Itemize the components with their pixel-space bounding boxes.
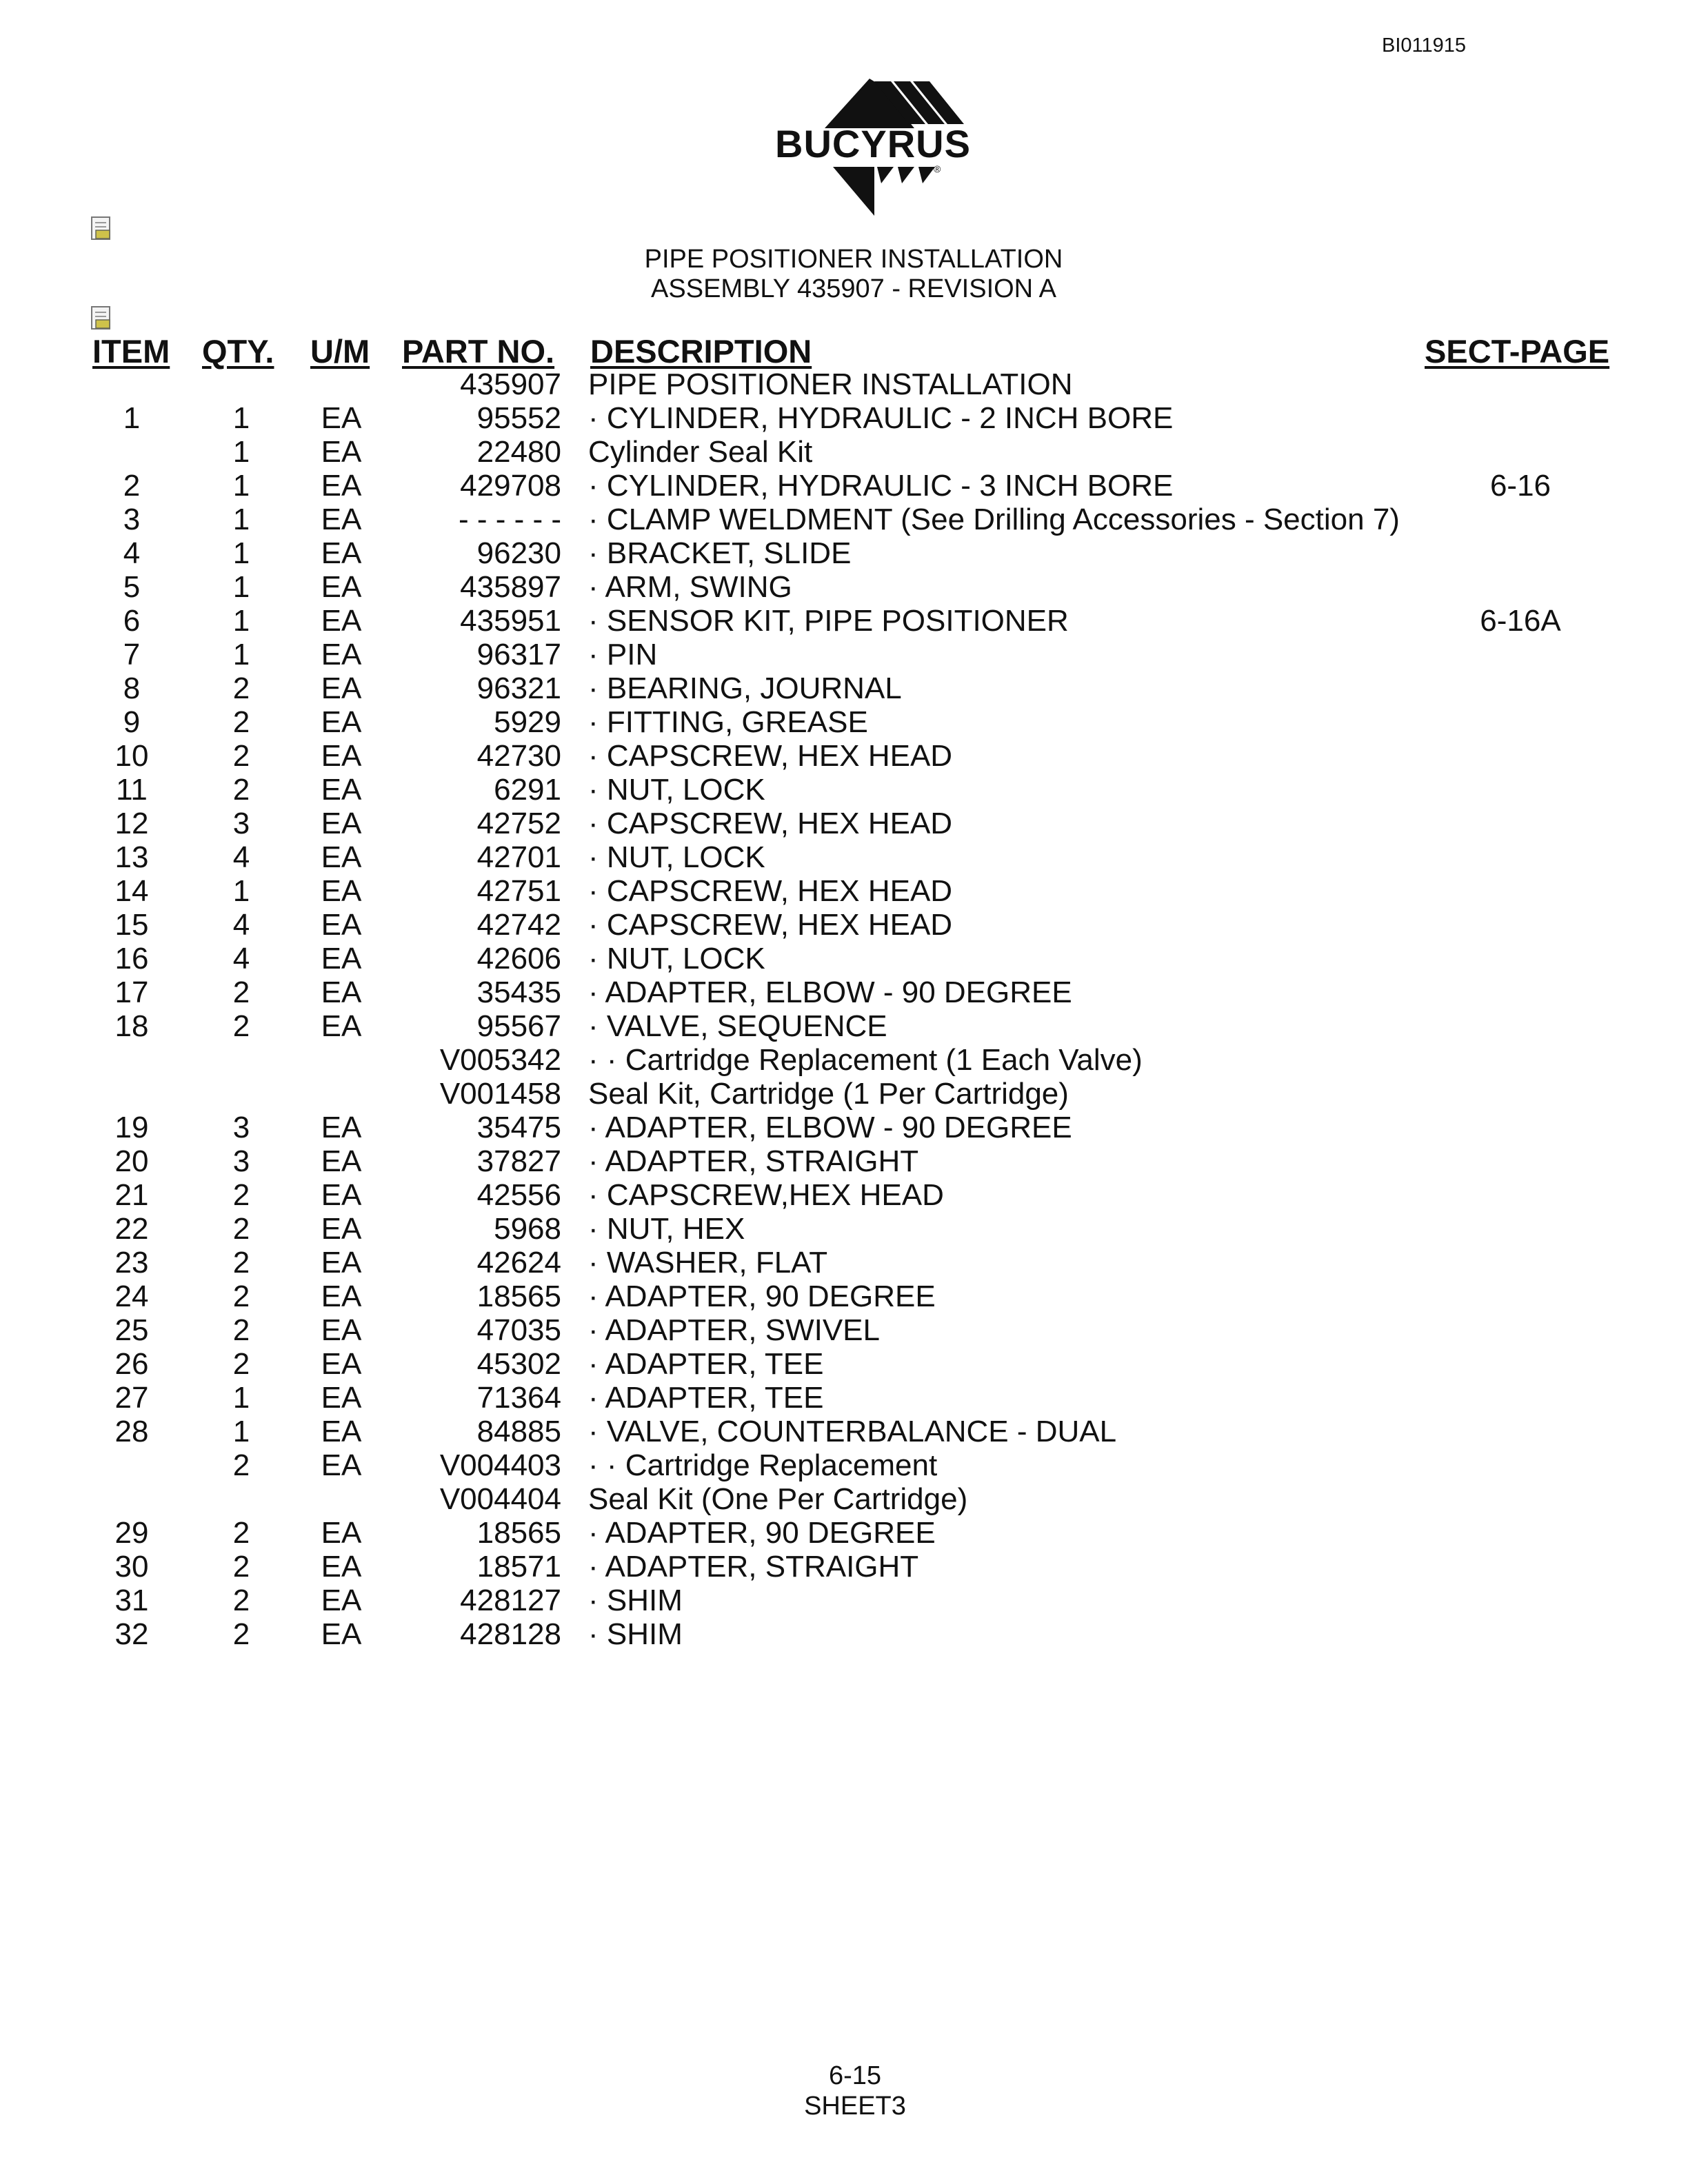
table-row (0, 503, 1688, 536)
part-number-cell: 71364 (476, 1381, 561, 1415)
um-cell: EA (321, 840, 362, 874)
table-row (0, 1516, 1688, 1550)
table-row (0, 1111, 1688, 1144)
header-um: U/M (310, 333, 370, 370)
part-number-cell: 42701 (476, 840, 561, 874)
header-sect-page: SECT-PAGE (1425, 333, 1610, 370)
description-cell: · SHIM (588, 1617, 683, 1651)
item-cell: 26 (114, 1347, 149, 1381)
um-cell: EA (321, 503, 362, 536)
item-cell: 27 (114, 1381, 149, 1415)
part-number-cell: 435951 (460, 604, 561, 638)
table-row (0, 1212, 1688, 1246)
item-cell: 24 (114, 1280, 149, 1313)
description-cell: · ADAPTER, 90 DEGREE (588, 1280, 936, 1313)
header-description: DESCRIPTION (590, 333, 812, 370)
description-cell: · BEARING, JOURNAL (588, 671, 902, 705)
table-row (0, 874, 1688, 908)
item-cell: 10 (114, 739, 149, 773)
table-row (0, 367, 1688, 401)
item-cell: 9 (123, 705, 141, 739)
item-cell: 8 (123, 671, 141, 705)
description-cell: · ADAPTER, 90 DEGREE (588, 1516, 936, 1550)
um-cell: EA (321, 1516, 362, 1550)
qty-cell: 3 (232, 1144, 250, 1178)
description-cell: · · Cartridge Replacement (1 Each Valve) (588, 1043, 1143, 1077)
table-row (0, 1482, 1688, 1516)
page-number: 6-15 (828, 2061, 882, 2090)
description-cell: · NUT, LOCK (588, 840, 765, 874)
table-row (0, 435, 1688, 469)
description-cell: · ADAPTER, STRAIGHT (588, 1550, 919, 1584)
qty-cell: 2 (232, 1009, 250, 1043)
part-number-cell: 35475 (476, 1111, 561, 1144)
description-cell: · CAPSCREW,HEX HEAD (588, 1178, 944, 1212)
description-cell: · NUT, LOCK (588, 773, 765, 807)
description-cell: PIPE POSITIONER INSTALLATION (588, 367, 1073, 401)
bucyrus-logo (756, 74, 990, 219)
qty-cell: 2 (232, 1448, 250, 1482)
table-row (0, 1178, 1688, 1212)
um-cell: EA (321, 1415, 362, 1448)
part-number-cell: 6291 (494, 773, 561, 807)
qty-cell: 2 (232, 1550, 250, 1584)
part-number-cell: 42752 (476, 807, 561, 840)
document-subtitle: ASSEMBLY 435907 - REVISION A (651, 274, 1056, 303)
description-cell: · SHIM (588, 1584, 683, 1617)
part-number-cell: V001458 (439, 1077, 561, 1111)
part-number-cell: V004403 (439, 1448, 561, 1482)
part-number-cell: 42606 (476, 942, 561, 975)
qty-cell: 2 (232, 671, 250, 705)
qty-cell: 2 (232, 1178, 250, 1212)
um-cell: EA (321, 739, 362, 773)
item-cell: 13 (114, 840, 149, 874)
item-cell: 3 (123, 503, 141, 536)
item-cell: 29 (114, 1516, 149, 1550)
note-icon[interactable] (90, 305, 116, 332)
um-cell: EA (321, 1212, 362, 1246)
um-cell: EA (321, 1178, 362, 1212)
item-cell: 20 (114, 1144, 149, 1178)
part-number-cell: 42742 (476, 908, 561, 942)
part-number-cell: 35435 (476, 975, 561, 1009)
table-row (0, 401, 1688, 435)
description-cell: · ADAPTER, TEE (588, 1347, 824, 1381)
part-number-cell: 5968 (494, 1212, 561, 1246)
table-row (0, 942, 1688, 975)
um-cell: EA (321, 469, 362, 503)
note-icon[interactable] (90, 215, 116, 243)
part-number-cell: 95552 (476, 401, 561, 435)
qty-cell: 1 (232, 1381, 250, 1415)
part-number-cell: 428128 (460, 1617, 561, 1651)
document-title: PIPE POSITIONER INSTALLATION (644, 245, 1063, 274)
table-row (0, 1415, 1688, 1448)
qty-cell: 4 (232, 840, 250, 874)
um-cell: EA (321, 604, 362, 638)
table-row (0, 1347, 1688, 1381)
um-cell: EA (321, 1111, 362, 1144)
table-row (0, 671, 1688, 705)
description-cell: · · Cartridge Replacement (588, 1448, 938, 1482)
um-cell: EA (321, 671, 362, 705)
description-cell: · NUT, HEX (588, 1212, 745, 1246)
qty-cell: 4 (232, 908, 250, 942)
item-cell: 12 (114, 807, 149, 840)
um-cell: EA (321, 908, 362, 942)
table-row (0, 1448, 1688, 1482)
item-cell: 5 (123, 570, 141, 604)
um-cell: EA (321, 1381, 362, 1415)
part-number-cell: 435907 (460, 367, 561, 401)
qty-cell: 2 (232, 1347, 250, 1381)
description-cell: · PIN (588, 638, 658, 671)
item-cell: 16 (114, 942, 149, 975)
part-number-cell: 95567 (476, 1009, 561, 1043)
part-number-cell: 18565 (476, 1516, 561, 1550)
description-cell: · NUT, LOCK (588, 942, 765, 975)
item-cell: 32 (114, 1617, 149, 1651)
table-row (0, 1617, 1688, 1651)
item-cell: 28 (114, 1415, 149, 1448)
table-row (0, 536, 1688, 570)
sect-page-cell: 6-16A (1480, 604, 1561, 638)
qty-cell: 1 (232, 874, 250, 908)
qty-cell: 1 (232, 570, 250, 604)
sheet-label: SHEET3 (804, 2092, 906, 2121)
item-cell: 22 (114, 1212, 149, 1246)
description-cell: · SENSOR KIT, PIPE POSITIONER (588, 604, 1069, 638)
um-cell: EA (321, 1280, 362, 1313)
table-row (0, 570, 1688, 604)
description-cell: · CYLINDER, HYDRAULIC - 2 INCH BORE (588, 401, 1174, 435)
part-number-cell: 429708 (460, 469, 561, 503)
qty-cell: 2 (232, 705, 250, 739)
part-number-cell: 5929 (494, 705, 561, 739)
table-row (0, 1144, 1688, 1178)
description-cell: · CAPSCREW, HEX HEAD (588, 874, 953, 908)
part-number-cell: 42730 (476, 739, 561, 773)
qty-cell: 3 (232, 1111, 250, 1144)
part-number-cell: V005342 (439, 1043, 561, 1077)
qty-cell: 2 (232, 1516, 250, 1550)
item-cell: 17 (114, 975, 149, 1009)
part-number-cell: 428127 (460, 1584, 561, 1617)
part-number-cell: 42556 (476, 1178, 561, 1212)
table-row (0, 739, 1688, 773)
um-cell: EA (321, 1313, 362, 1347)
description-cell: · CAPSCREW, HEX HEAD (588, 908, 953, 942)
um-cell: EA (321, 435, 362, 469)
description-cell: · ARM, SWING (588, 570, 792, 604)
table-row (0, 1246, 1688, 1280)
item-cell: 21 (114, 1178, 149, 1212)
item-cell: 7 (123, 638, 141, 671)
part-number-cell: 84885 (476, 1415, 561, 1448)
qty-cell: 2 (232, 1280, 250, 1313)
parts-table (0, 367, 1688, 1651)
part-number-cell: - - - - - - (458, 503, 561, 536)
description-cell: · FITTING, GREASE (588, 705, 868, 739)
qty-cell: 2 (232, 739, 250, 773)
table-row (0, 840, 1688, 874)
item-cell: 31 (114, 1584, 149, 1617)
qty-cell: 1 (232, 1415, 250, 1448)
table-row (0, 469, 1688, 503)
table-row (0, 773, 1688, 807)
part-number-cell: V004404 (439, 1482, 561, 1516)
item-cell: 4 (123, 536, 141, 570)
qty-cell: 1 (232, 503, 250, 536)
description-cell: Seal Kit, Cartridge (1 Per Cartridge) (588, 1077, 1069, 1111)
qty-cell: 2 (232, 1246, 250, 1280)
um-cell: EA (321, 1144, 362, 1178)
um-cell: EA (321, 1617, 362, 1651)
um-cell: EA (321, 705, 362, 739)
part-number-cell: 42624 (476, 1246, 561, 1280)
description-cell: · CLAMP WELDMENT (See Drilling Accessories - Section 7) (588, 503, 1400, 536)
description-cell: · WASHER, FLAT (588, 1246, 828, 1280)
description-cell: · CAPSCREW, HEX HEAD (588, 807, 953, 840)
um-cell: EA (321, 773, 362, 807)
logo-text: BUCYRUS (775, 122, 971, 165)
qty-cell: 1 (232, 435, 250, 469)
qty-cell: 1 (232, 638, 250, 671)
table-row (0, 1550, 1688, 1584)
table-row (0, 604, 1688, 638)
part-number-cell: 18571 (476, 1550, 561, 1584)
description-cell: · BRACKET, SLIDE (588, 536, 852, 570)
um-cell: EA (321, 570, 362, 604)
part-number-cell: 96317 (476, 638, 561, 671)
item-cell: 25 (114, 1313, 149, 1347)
table-row (0, 705, 1688, 739)
um-cell: EA (321, 638, 362, 671)
table-row (0, 975, 1688, 1009)
description-cell: Seal Kit (One Per Cartridge) (588, 1482, 968, 1516)
header-qty: QTY. (202, 333, 274, 370)
qty-cell: 2 (232, 1617, 250, 1651)
part-number-cell: 18565 (476, 1280, 561, 1313)
description-cell: · VALVE, COUNTERBALANCE - DUAL (588, 1415, 1117, 1448)
part-number-cell: 45302 (476, 1347, 561, 1381)
qty-cell: 4 (232, 942, 250, 975)
part-number-cell: 42751 (476, 874, 561, 908)
item-cell: 30 (114, 1550, 149, 1584)
table-row (0, 908, 1688, 942)
um-cell: EA (321, 536, 362, 570)
um-cell: EA (321, 1347, 362, 1381)
table-row (0, 1043, 1688, 1077)
table-row (0, 1077, 1688, 1111)
sect-page-cell: 6-16 (1489, 469, 1551, 503)
um-cell: EA (321, 807, 362, 840)
item-cell: 11 (116, 773, 148, 807)
description-cell: · ADAPTER, SWIVEL (588, 1313, 880, 1347)
table-row (0, 1313, 1688, 1347)
um-cell: EA (321, 1009, 362, 1043)
qty-cell: 2 (232, 773, 250, 807)
part-number-cell: 96230 (476, 536, 561, 570)
qty-cell: 1 (232, 604, 250, 638)
table-row (0, 638, 1688, 671)
item-cell: 1 (123, 401, 141, 435)
part-number-cell: 435897 (460, 570, 561, 604)
item-cell: 18 (114, 1009, 149, 1043)
description-cell: Cylinder Seal Kit (588, 435, 813, 469)
part-number-cell: 22480 (476, 435, 561, 469)
item-cell: 23 (114, 1246, 149, 1280)
item-cell: 15 (114, 908, 149, 942)
header-part-no: PART NO. (402, 333, 555, 370)
registered-mark: ® (934, 163, 941, 174)
qty-cell: 1 (232, 401, 250, 435)
um-cell: EA (321, 401, 362, 435)
item-cell: 19 (114, 1111, 149, 1144)
table-row (0, 1381, 1688, 1415)
um-cell: EA (321, 1584, 362, 1617)
description-cell: · CYLINDER, HYDRAULIC - 3 INCH BORE (588, 469, 1174, 503)
item-cell: 2 (123, 469, 141, 503)
header-item: ITEM (92, 333, 170, 370)
document-id: BI011915 (1382, 34, 1467, 57)
description-cell: · ADAPTER, TEE (588, 1381, 824, 1415)
qty-cell: 3 (232, 807, 250, 840)
table-row (0, 1009, 1688, 1043)
um-cell: EA (321, 1246, 362, 1280)
table-row (0, 1584, 1688, 1617)
item-cell: 6 (123, 604, 141, 638)
part-number-cell: 37827 (476, 1144, 561, 1178)
table-row (0, 807, 1688, 840)
um-cell: EA (321, 1448, 362, 1482)
part-number-cell: 96321 (476, 671, 561, 705)
qty-cell: 2 (232, 1313, 250, 1347)
qty-cell: 1 (232, 536, 250, 570)
table-row (0, 1280, 1688, 1313)
item-cell: 14 (114, 874, 149, 908)
description-cell: · CAPSCREW, HEX HEAD (588, 739, 953, 773)
description-cell: · ADAPTER, ELBOW - 90 DEGREE (588, 1111, 1072, 1144)
um-cell: EA (321, 942, 362, 975)
qty-cell: 2 (232, 975, 250, 1009)
um-cell: EA (321, 874, 362, 908)
description-cell: · ADAPTER, STRAIGHT (588, 1144, 919, 1178)
um-cell: EA (321, 975, 362, 1009)
qty-cell: 2 (232, 1584, 250, 1617)
part-number-cell: 47035 (476, 1313, 561, 1347)
um-cell: EA (321, 1550, 362, 1584)
description-cell: · ADAPTER, ELBOW - 90 DEGREE (588, 975, 1072, 1009)
description-cell: · VALVE, SEQUENCE (588, 1009, 887, 1043)
qty-cell: 1 (232, 469, 250, 503)
qty-cell: 2 (232, 1212, 250, 1246)
